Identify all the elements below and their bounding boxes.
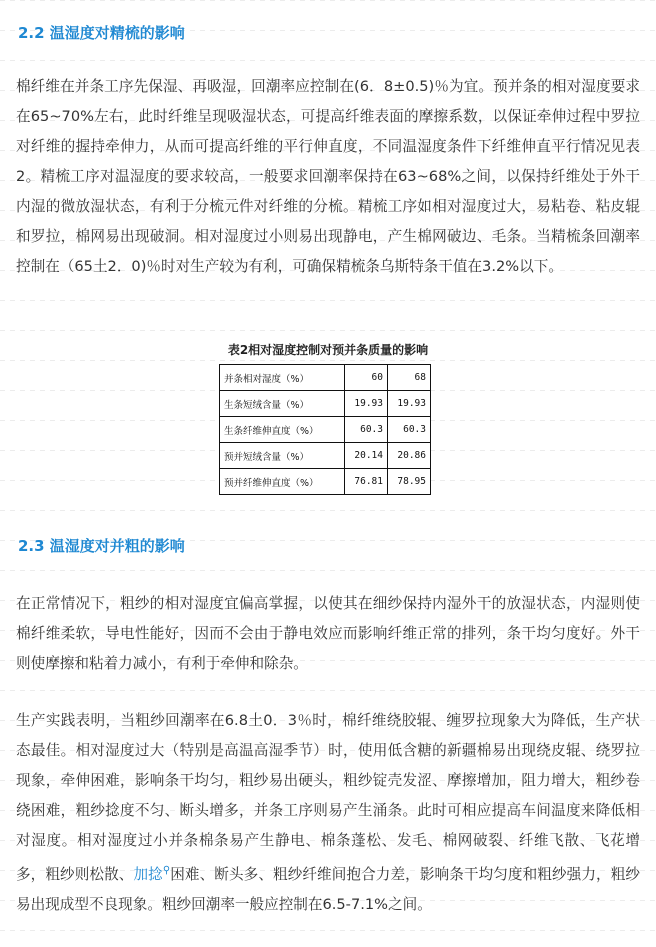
- table-row: [220, 469, 431, 495]
- table-row: [220, 391, 431, 417]
- table-cell-value: 78.95: [388, 469, 431, 495]
- section-2-2-paragraph: 棉纤维在并条工序先保湿、再吸湿，回潮率应控制在(6．8±0.5)％为宜。预并条的相对湿度要求在65~70%左右，此时纤维呈现吸湿状态，可提高纤维表面的摩擦系数，以保证牵伸过程中罗拉对纤维的握持牵伸力，从而可提高纤维的平行伸直度，不同温湿度条件下纤维伸直平行情况见表2。精梳工序对温湿度的要求较高，一般要求回潮率保持在63~68%之间，以保持纤维处于外干内湿的微放湿状态，有利于分梳元件对纤维的分梳。精梳工序如相对湿度过大，易粘卷、粘皮辊和罗拉，棉网易出现破洞。相对湿度过小则易出现静电，产生棉网破边、毛条。当精梳条回潮率控制在（65土2．0)％时对生产较为有利，可确保精梳条乌斯特条干值在3.2%以下。: [16, 78, 640, 275]
- table-2: [219, 364, 431, 495]
- paragraph-text: 生产实践表明，当粗纱回潮率在6.8土0．3％时，棉纤维绕胶辊、缠罗拉现象大为降低，生产状态最佳。相对湿度过大（特别是高温高湿季节）时，使用低含糖的新疆棉易出现绕皮辊、绕罗拉现象，牵伸困难，影响条干均匀，粗纱易出硬头，粗纱锭壳发涩、摩擦增加，阻力增大，粗纱卷绕困难，粗纱捻度不匀、断头增多，并条工序则易产生涌条。此时可相应提高车间温度来降低相对湿度。相对湿度过小并条棉条易产生静电、棉条蓬松、发毛、棉网破裂、纤维飞散、飞花增多，粗纱则松散、: [16, 712, 640, 883]
- paragraph-text: 困难、断头多、粗纱纤维间抱合力差，影响条干均匀度和粗纱强力，粗纱易出现成型不良现象。粗纱回潮率一般应控制在6.5-7.1%之间。: [16, 865, 640, 913]
- table-cell-label: 并条相对湿度（%）: [220, 365, 345, 391]
- table-cell-value: 20.14: [345, 443, 388, 469]
- table-cell-label: 预并短绒含量（%）: [220, 443, 345, 469]
- search-icon[interactable]: ⚲: [162, 865, 171, 876]
- table-row: [220, 417, 431, 443]
- table-cell-value: 68: [388, 365, 431, 391]
- section-2-3-paragraph-1: 在正常情况下，粗纱的相对湿度宜偏高掌握，以使其在细纱保持内湿外干的放湿状态，内湿则使棉纤维柔软，导电性能好，因而不会由于静电效应而影响纤维正常的排列，条干均匀度好。外干则使摩擦和粘着力减小，有利于牵伸和除杂。: [16, 595, 640, 672]
- table-cell-value: 19.93: [345, 391, 388, 417]
- table-row: [220, 443, 431, 469]
- table-cell-value: 60.3: [388, 417, 431, 443]
- section-2-3-paragraph-2: [16, 706, 640, 920]
- table-row: [220, 365, 431, 391]
- section-2-3-heading: 2.3 温湿度对并粗的影响: [18, 537, 185, 555]
- table-cell-value: 60: [345, 365, 388, 391]
- section-2-2-heading: 2.2 温湿度对精梳的影响: [18, 24, 185, 42]
- table-cell-value: 76.81: [345, 469, 388, 495]
- table-cell-value: 20.86: [388, 443, 431, 469]
- table-cell-value: 19.93: [388, 391, 431, 417]
- jianian-link[interactable]: 加捻: [133, 865, 163, 883]
- table-cell-label: 生条纤维伸直度（%）: [220, 417, 345, 443]
- table-cell-label: 预并纤维伸直度（%）: [220, 469, 345, 495]
- table-cell-label: 生条短绒含量（%）: [220, 391, 345, 417]
- table-cell-value: 60.3: [345, 417, 388, 443]
- table-2-title: 表2相对湿度控制对预并条质量的影响: [227, 343, 429, 357]
